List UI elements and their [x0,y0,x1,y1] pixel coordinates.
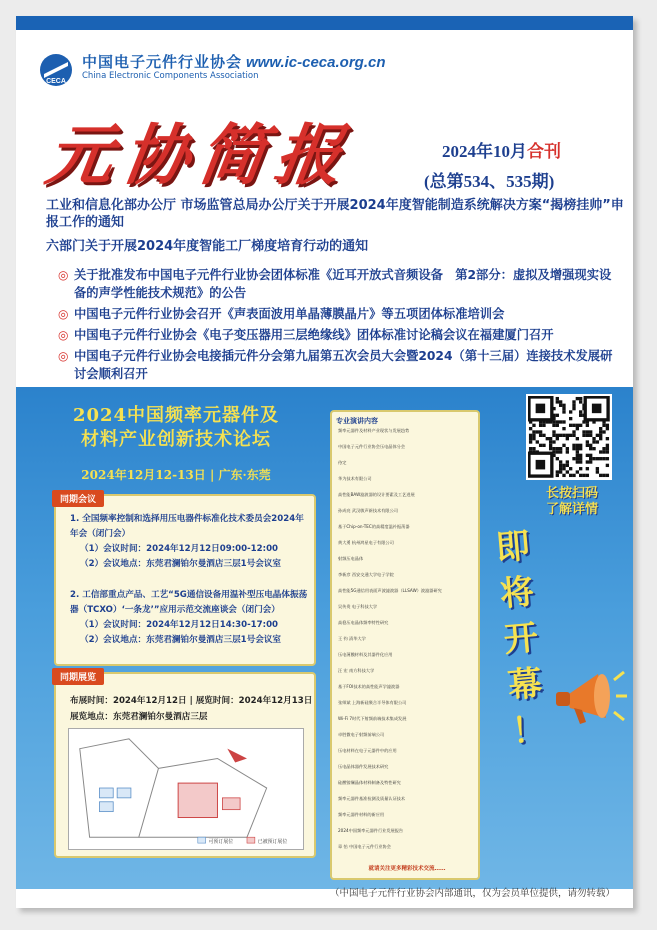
talk-item: 高稳压电晶体频率特性研究 [338,620,389,625]
talk-item: 卓胜微电子射频前端公司 [338,732,385,737]
talk-item: 频率元器件材料的新应用 [338,812,385,817]
scan-hint: 长按扫码 了解详情 [545,486,598,517]
talk-item: 压电薄膜材料及其器件化应用 [338,652,393,657]
ceca-logo-icon [38,52,74,88]
talk-item: 王 钧 清华大学 [338,636,366,641]
headline-2[interactable]: 六部门关于开展2024年度智能工厂梯度培育行动的通知 [46,239,369,254]
megaphone-icon [548,656,628,736]
expo-card [54,672,316,858]
talk-item: 中国电子元件行业协会压电晶体分会 [338,444,406,449]
coming-soon: 即 将 开 幕 ！ [494,525,548,753]
talk-item: 高性能5G通信用表面声波滤波器（LLSAW）波滤器研究 [338,588,442,593]
bullet-icon: ◎ [58,349,69,363]
news-item[interactable]: ◎ 中国电子元件行业协会《电子变压器用三层绝缘线》团体标准讨论稿会议在福建厦门召开 [58,328,554,342]
meeting-1: 1. 全国频率控制和选择用压电器件标准化技术委员会2024年年会（闭门会） （1）会议时间：2024年12月12日09:00-12:00 （2）会议地点：东莞君澜铂尔曼酒店三层1号会议室 [70,514,304,569]
talk-item: 章 怡 中国电子元件行业协会 [338,844,391,849]
newsletter-page [16,16,633,908]
forum-title: 2024中国频率元器件及 材料产业创新技术论坛 [72,405,280,450]
talk-item: 硅酸镓镧晶体材料制备及特性研究 [338,780,401,785]
headline-1[interactable]: 工业和信息化部办公厅 市场监管总局办公厅关于开展2024年度智能制造系统解决方案“揭榜挂帅”申报工作的通知 [46,198,624,230]
talk-item: 压电材料在电子元器件中的应用 [338,748,397,753]
expo-time: 布展时间：2024年12月12日 | 展览时间：2024年12月13日 [70,696,313,706]
talk-item: 黄大勇 杭州鸿星电子有限公司 [338,540,394,545]
talk-item: 李新彦 西安交通大学电子学院 [338,572,394,577]
floor-plan-map [68,728,304,850]
expo-place: 展览地点：东莞君澜铂尔曼酒店三层 [70,712,208,722]
bullet-icon: ◎ [58,328,69,342]
talk-item: 频率元器件基准检测及质量认证技术 [338,796,406,801]
news-item[interactable]: ◎ 关于批准发布中国电子元件行业协会团体标准《近耳开放式音频设备 第2部分：虚拟及增强现实设备的声学性能技术规范》的公告 [58,268,612,300]
org-name-cn: 中国电子元件行业协会 [82,53,243,71]
footnote: （中国电子元件行业协会内部通讯，仅为会员单位提供，请勿转载） [329,888,615,899]
meeting-2: 2. 工信部重点产品、工艺“5G通信设备用温补型压电晶体振荡器（TCXO）‘一条龙’”应用示范交流座谈会（闭门会） （1）会议时间：2024年12月12日14:30-17:00 （2）会议地点：东莞君澜铂尔曼酒店三层1号会议室 [70,590,308,645]
talk-item: 孙成亮 武汉敏声新技术有限公司 [338,508,398,513]
newsletter-title: 元协简报 [41,116,357,194]
talk-item: 基于FOI技术的高性能声学滤波器 [338,684,400,689]
talk-item: 2024中国频率元器件行业发展报告 [338,828,404,833]
news-list [58,266,623,386]
talk-item: Wi-Fi 7时代下射频前端技术集成发展 [338,716,407,721]
forum-date: 2024年12月12-13日 | 广东·东莞 [81,468,271,482]
talk-item: 基于Chip-on-TEC的高精度温补振荡器 [338,524,410,529]
schedule-tag: 专业演讲内容 [336,417,378,425]
talk-item: 华为技术有限公司 [338,476,372,481]
svg-text:CECA: CECA [46,78,66,85]
talk-item: 频率元器件及材料产业现状与发展趋势 [338,428,410,433]
speech-schedule [330,410,480,880]
schedule-closing: 就请关注更多精彩技术交流…… [368,866,446,872]
meetings-tag: 同期会议 [52,490,104,507]
issue-date [442,137,561,162]
meetings-card [54,494,316,666]
news-item[interactable]: ◎ 中国电子元件行业协会电接插元件分会第九届第五次会员大会暨2024（第十三届）连接技术发展研讨会顺利召开 [58,349,613,381]
talk-item: 待定 [338,460,347,465]
bullet-icon: ◎ [58,307,69,321]
website-link[interactable]: www.ic-ceca.org.cn [246,54,386,71]
top-blue-bar [16,16,633,30]
talk-item: 张师斌 上海新硅聚合半导体有限公司 [338,700,407,705]
talk-item: 压电晶体器件发展技术研究 [338,764,389,769]
talk-item: 汪 宏 南方科技大学 [338,668,375,673]
talk-item: 高性能BAW滤波器的设计要素及工艺进展 [338,492,415,497]
issue-date-main: 2024年10月 [442,142,527,161]
expo-tag: 同期展览 [52,668,104,685]
issue-date-suffix: 合刊 [527,142,561,161]
org-name-en: China Electronic Components Association [82,71,259,81]
talk-item: 吴传贵 电子科技大学 [338,604,378,609]
map-legend-available: 可预订展位 [208,839,234,846]
map-legend-booked: 已被预订展位 [257,839,288,846]
bullet-icon: ◎ [58,268,69,282]
talk-item: 射频压电晶体 [338,556,364,561]
qr-code-icon[interactable] [526,394,612,480]
issue-number: (总第534、535期) [424,172,555,191]
news-item[interactable]: ◎ 中国电子元件行业协会召开《声表面波用单晶薄膜晶片》等五项团体标准培训会 [58,307,505,321]
